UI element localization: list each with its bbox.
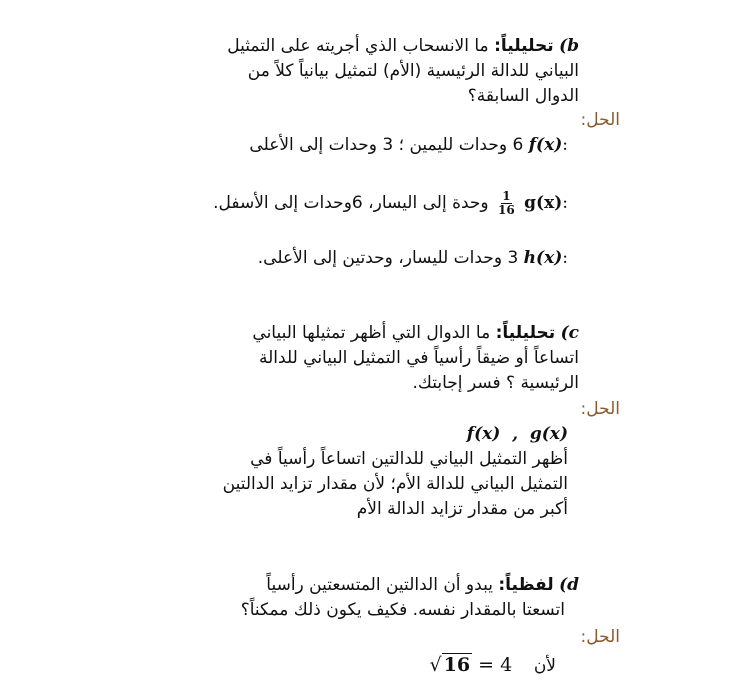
- solution-label-d: الحل:: [580, 627, 620, 647]
- answer-b-f-name: f(x):: [528, 135, 568, 155]
- answer-c-functions: f(x) , g(x): [466, 424, 568, 444]
- question-d: [241, 573, 579, 623]
- question-d-line1: [241, 573, 579, 598]
- answer-c: [223, 422, 568, 522]
- question-b-text1: ما الانسحاب الذي أجريته على التمثيل: [227, 36, 489, 56]
- answer-d-sqrt: √ 16 = 4: [429, 654, 513, 676]
- question-b: [227, 34, 579, 109]
- question-b-letter: b): [559, 36, 579, 56]
- answer-d-radicand: 16: [443, 654, 471, 676]
- question-b-line2: البياني للدالة الرئيسية (الأم) لتمثيل بيانياً كلاً من: [247, 61, 579, 81]
- question-d-letter: d): [559, 575, 579, 595]
- question-c: [252, 321, 579, 396]
- solution-label-c: الحل:: [580, 399, 620, 419]
- question-b-keyword: تحليلياً:: [494, 36, 554, 56]
- question-c-line1: [252, 321, 579, 346]
- question-c-keyword: تحليلياً:: [495, 323, 556, 343]
- question-d-text1: يبدو أن الدالتين المتسعتين رأسياً: [266, 575, 493, 595]
- answer-b-g-name: g(x):: [524, 193, 568, 213]
- question-b-line1: [227, 34, 579, 59]
- answer-c-line2: التمثيل البياني للدالة الأم؛ لأن مقدار تزايد الدالتين: [222, 474, 568, 494]
- answer-b-f-text: 6 وحدات لليمين ؛ 3 وحدات إلى الأعلى: [249, 135, 524, 155]
- question-c-line2: اتساعاً أو ضيقاً رأسياً في التمثيل البياني للدالة: [259, 348, 579, 368]
- solution-label-b: الحل:: [580, 110, 620, 130]
- answer-d: [430, 651, 556, 680]
- answer-b-h-text: 3 وحدات لليسار، وحدتين إلى الأعلى.: [257, 248, 519, 268]
- answer-b-h: [258, 246, 568, 271]
- question-c-letter: c): [560, 323, 579, 343]
- answer-c-line3: أكبر من مقدار تزايد الدالة الأم: [356, 499, 568, 519]
- answer-b-f: [249, 133, 568, 158]
- answer-b-g: [213, 188, 568, 218]
- answer-b-g-text: وحدة إلى اليسار، 6وحدات إلى الأسفل.: [213, 193, 489, 213]
- answer-c-line1: أظهر التمثيل البياني للدالتين اتساعاً رأسياً في: [250, 449, 568, 469]
- question-d-keyword: لفظياً:: [498, 575, 554, 595]
- question-b-line3: الدوال السابقة؟: [467, 86, 579, 106]
- answer-d-prefix: لأن: [533, 656, 556, 676]
- question-d-line2: اتسعتا بالمقدار نفسه. فكيف يكون ذلك ممكناً؟: [240, 600, 565, 620]
- answer-d-equals: = 4: [478, 654, 513, 676]
- question-c-text1: ما الدوال التي أظهر تمثيلها البياني: [252, 323, 491, 343]
- answer-b-h-name: h(x):: [523, 248, 568, 268]
- answer-b-g-fraction: $\frac{1}{16}$: [498, 188, 515, 217]
- question-c-line3: الرئيسية ؟ فسر إجابتك.: [412, 373, 579, 393]
